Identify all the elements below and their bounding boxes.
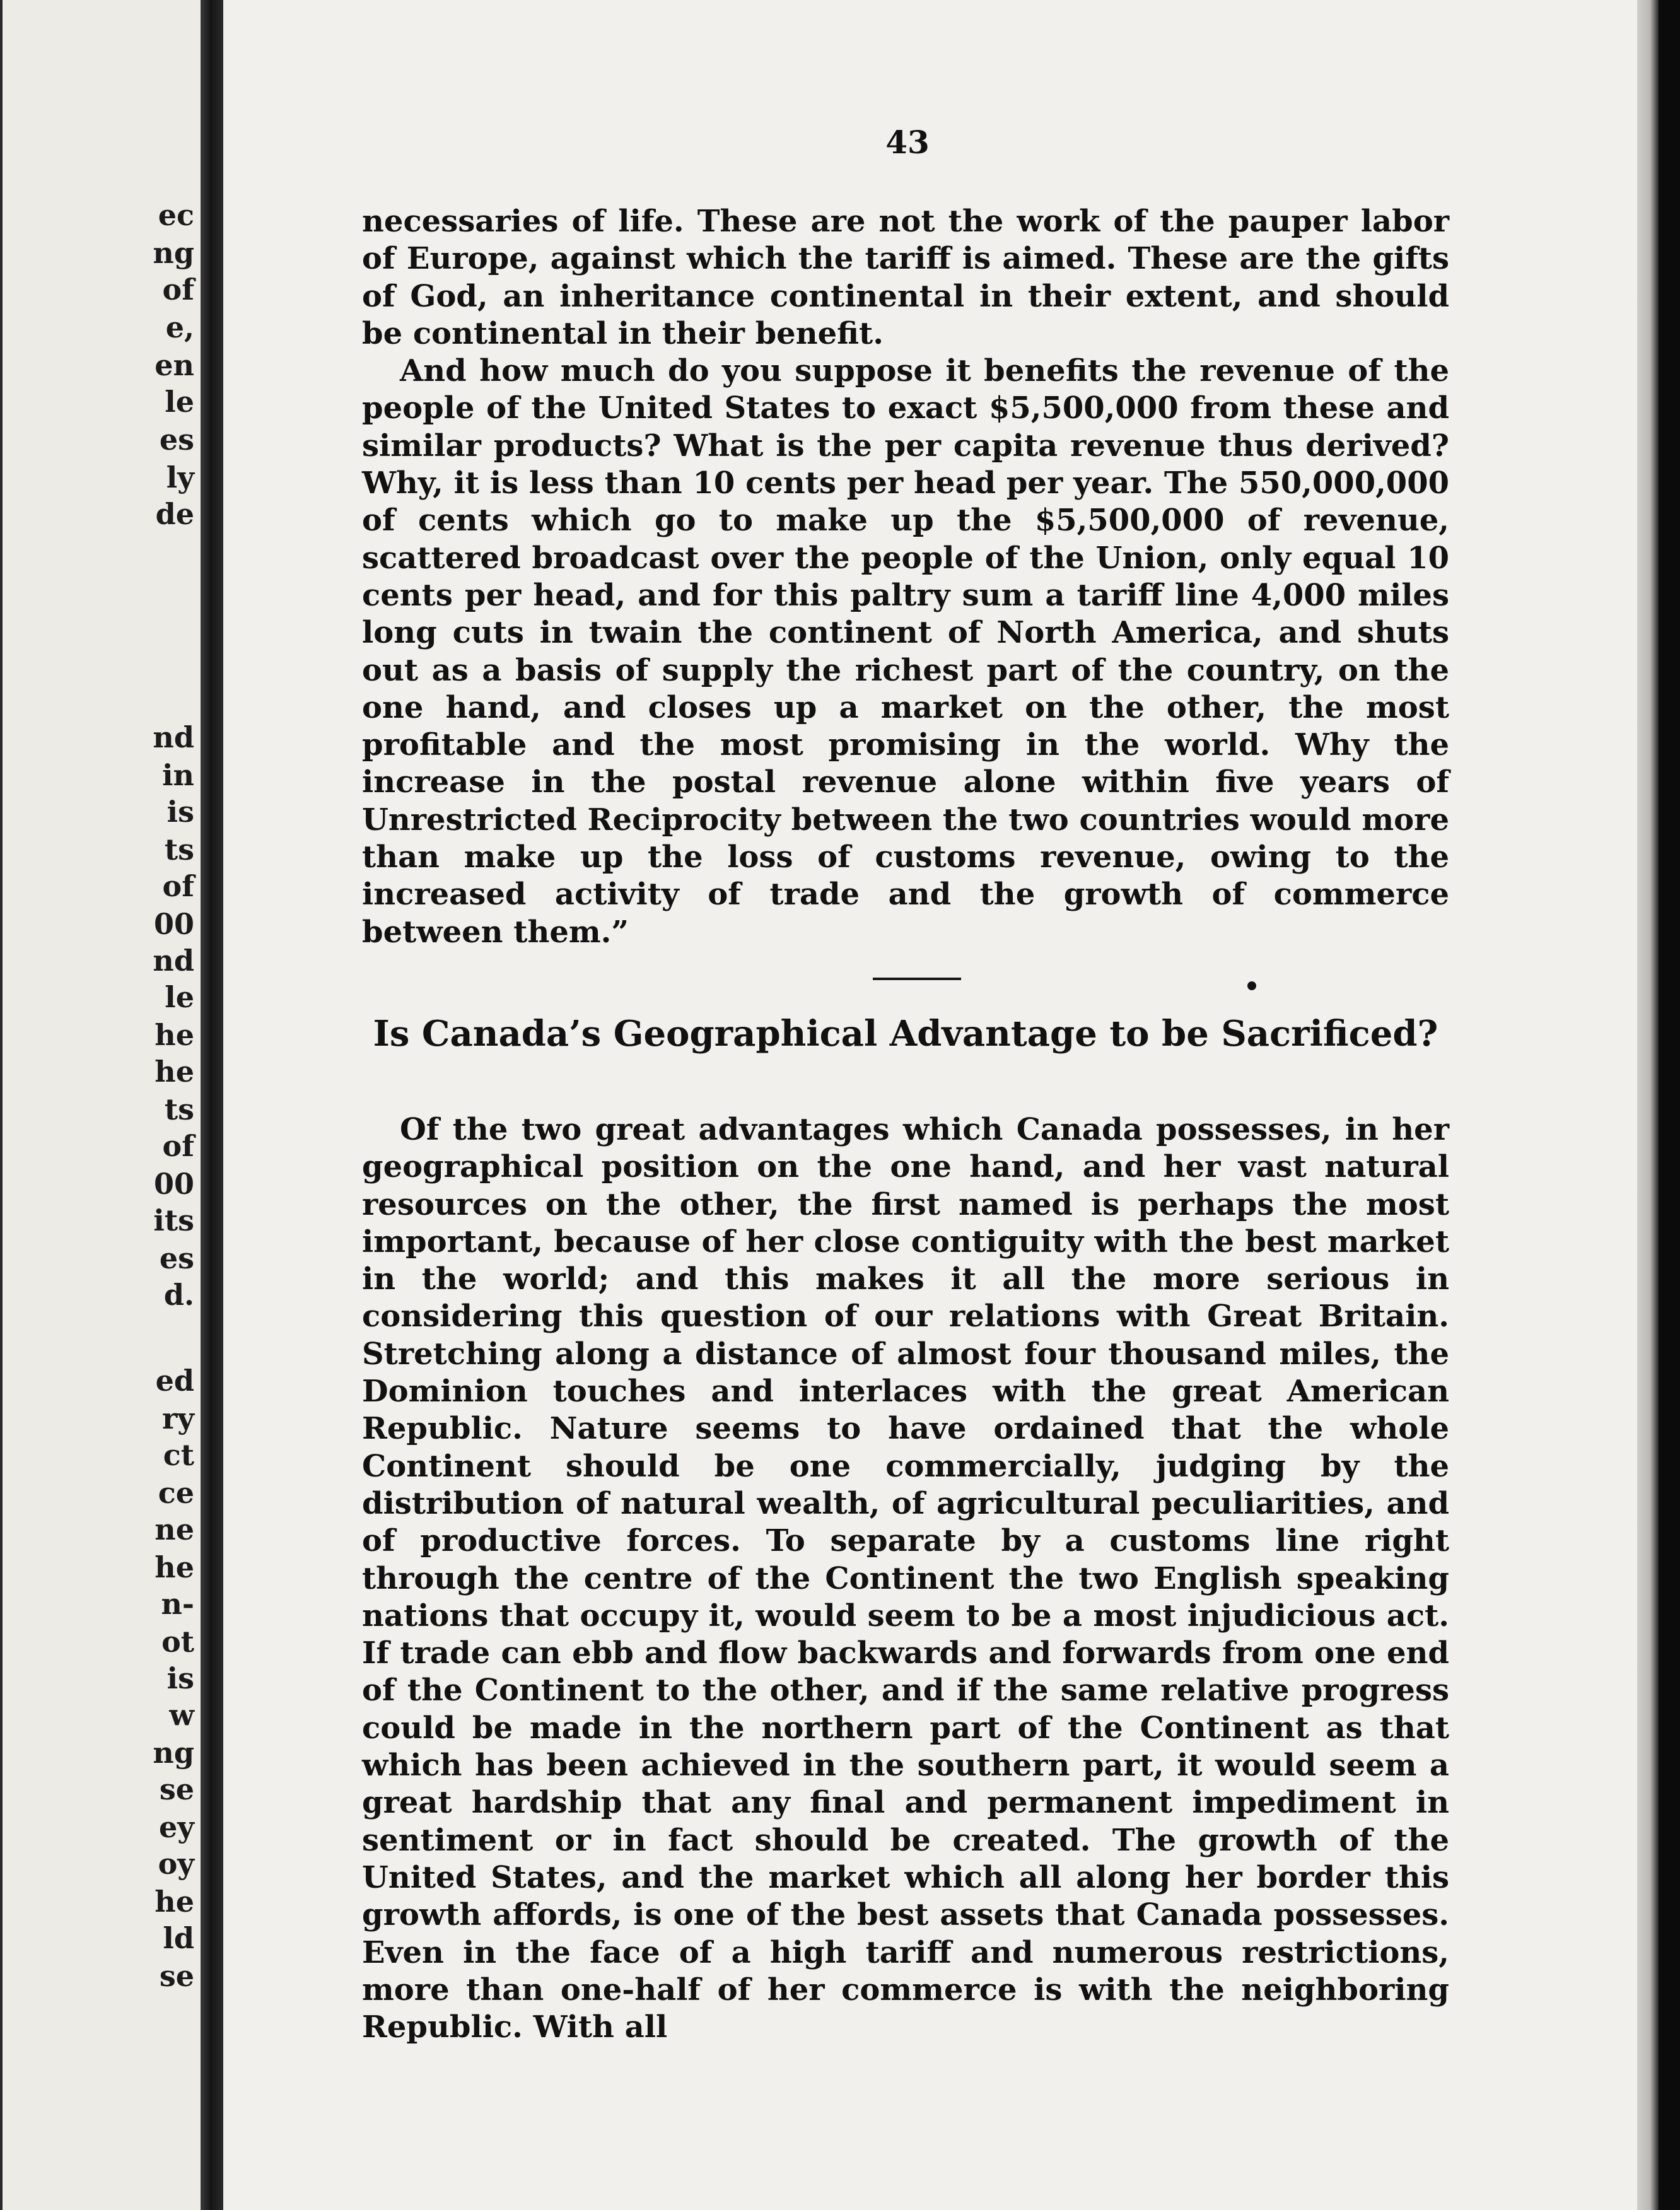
line-fragment: de: [155, 497, 194, 531]
line-fragment: n-: [161, 1587, 194, 1621]
paragraph: And how much do you suppose it benefits the revenue of the people of the United States to exact $5,500,000 from these and similar products? What is the per capita revenue thus derived? Why, it is less than 10 cents per head per year. The 550,000,000 of cents which go to make up the $5,500,000 of revenue, scattered broadcast over the people of the Union, only equal 10 cents per head, and for this paltry sum a tariff line 4,000 miles long cuts in twain the continent of North America, and shuts out as a basis of supply the richest part of the country, on the one hand, and closes up a market on the other, the most profitable and the most promising in the world. Why the increase in the postal revenue alone within five years of Unrestricted Reciprocity between the two countries would more than make up the loss of customs revenue, owing to the increased activity of trade and the growth of commerce between them.”: [362, 353, 1449, 950]
line-fragment: he: [155, 1018, 194, 1052]
page-number: 43: [885, 124, 930, 161]
section-heading: Is Canada’s Geographical Advantage to be Sacrificed?: [373, 1013, 1438, 1055]
line-fragment: its: [153, 1203, 194, 1237]
line-fragment: ot: [161, 1625, 194, 1659]
book-page: [223, 0, 1659, 2210]
line-fragment: nd: [153, 720, 194, 754]
line-fragment: ng: [153, 1736, 194, 1770]
line-fragment: e,: [165, 310, 194, 344]
paragraph: necessaries of life. These are not the work of the pauper labor of Europe, against which the tariff is aimed. These are the gifts of God, an inheritance continental in their extent, and should be continental in their benefit.: [362, 204, 1449, 351]
line-fragment: is: [166, 795, 194, 829]
line-fragment: ts: [164, 833, 194, 867]
line-fragment: 00: [153, 907, 194, 941]
line-fragment: ne: [155, 1512, 194, 1546]
left-facing-page: [0, 0, 201, 2210]
line-fragment: ry: [162, 1401, 194, 1435]
line-fragment: se: [159, 1772, 194, 1806]
line-fragment: is: [166, 1661, 194, 1695]
line-fragment: se: [159, 1959, 194, 1993]
line-fragment: he: [155, 1885, 194, 1919]
line-fragment: le: [165, 980, 194, 1014]
line-fragment: ec: [158, 198, 194, 232]
book-gutter: [201, 0, 223, 2210]
line-fragment: ng: [153, 236, 194, 270]
line-fragment: ct: [163, 1438, 194, 1472]
body-text-bottom: [362, 1111, 1449, 2046]
section-divider: [873, 978, 961, 980]
line-fragment: d.: [163, 1278, 194, 1312]
line-fragment: es: [159, 423, 194, 457]
page-edge-right: [1637, 0, 1659, 2210]
line-fragment: w: [169, 1698, 194, 1732]
line-fragment: 00: [153, 1167, 194, 1201]
line-fragment: oy: [158, 1847, 194, 1881]
body-text-top: [362, 203, 1449, 951]
line-fragment: of: [162, 1129, 194, 1163]
line-fragment: ed: [155, 1364, 194, 1398]
line-fragment: ce: [158, 1476, 194, 1510]
line-fragment: he: [155, 1055, 194, 1089]
line-fragment: of: [162, 272, 194, 307]
line-fragment: ld: [163, 1921, 194, 1955]
page-edge: [0, 0, 3, 2210]
line-fragment: of: [162, 869, 194, 903]
ink-dot: [1247, 981, 1256, 990]
line-fragment: he: [155, 1550, 194, 1584]
line-fragment: ey: [159, 1810, 194, 1844]
line-fragment: ts: [164, 1092, 194, 1126]
line-fragment: le: [165, 385, 194, 419]
paragraph: Of the two great advantages which Canada possesses, in her geographical position on the one hand, and her vast natural resources on the other, the first named is perhaps the most important, because of her close contiguity with the best market in the world; and this makes it all the more serious in considering this question of our relations with Great Britain. Stretching along a distance of almost four thousand miles, the Dominion touches and interlaces with the great American Republic. Nature seems to have ordained that the whole Continent should be one commercially, judging by the distribution of natural wealth, of agricultural peculiarities, and of productive forces. To separate by a customs line right through the centre of the Continent the two English speaking nations that occupy it, would seem to be a most injudicious act. If trade can ebb and flow backwards and forwards from one end of the Continent to the other, and if the same relative progress could be made in the northern part of the Continent as that which has been achieved in the southern part, it would seem a great hardship that any final and permanent impediment in sentiment or in fact should be created. The growth of the United States, and the market which all along her border this growth affords, is one of the best assets that Canada possesses. Even in the face of a high tariff and numerous restrictions, more than one-half of her commerce is with the neighboring Republic. With all: [362, 1112, 1449, 2045]
line-fragment: in: [162, 758, 194, 792]
line-fragment: ly: [166, 460, 194, 494]
line-fragment: en: [155, 348, 194, 382]
line-fragment: es: [159, 1241, 194, 1275]
line-fragment: nd: [153, 944, 194, 978]
